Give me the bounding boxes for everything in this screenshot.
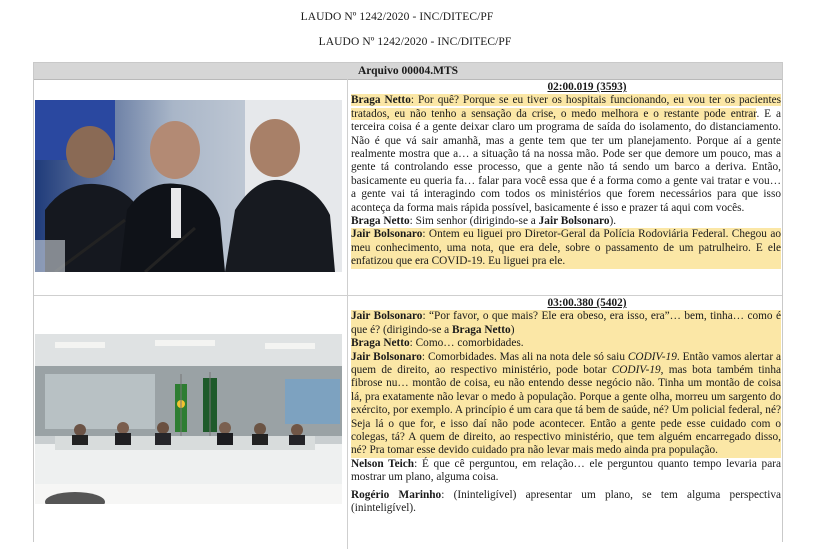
speech-text: : Como… comorbidades.	[409, 337, 524, 350]
speaker-name: Braga Netto	[351, 94, 411, 107]
speech-italic: CODIV-19	[627, 350, 677, 363]
speaker-name: Jair Bolsonaro	[351, 350, 422, 363]
speech-text: )	[510, 323, 515, 336]
speech-text: : Por quê? Porque se eu tiver os hospitais funcionando, eu vou ter os pacientes tratados, eu não tenho a sensação da crise, o medo melhora e o restante pode entrar	[351, 94, 781, 120]
paragraph-1-2	[351, 215, 781, 228]
speaker-name: Jair Bolsonaro	[538, 215, 610, 228]
timestamp-2: 03:00.380 (5402)	[547, 297, 627, 309]
speech-text: : “Por favor, o que mais? Ele era obeso, era isso, era”… bem, tinha… como é que é? (dirigindo-se a	[351, 310, 781, 336]
video-frame-meeting-room	[35, 334, 342, 504]
speech-text: : É que cê perguntou, em relação… ele perguntou quanto tempo levaria para mostrar um plano, alguma coisa.	[351, 457, 781, 484]
row-divider	[34, 295, 782, 296]
speech-text: . E a terceira coisa é a gente deixar claro um programa de saída do isolamento, do distanciamento. Não é que vá sair amanhã, mas a gente tem que ter um planejamento. Porque aí a gente realmente mostra que a… a situação tá na nossa mão. Pode ser que demore um pouco, mas a gente tá controlando esse processo, que a gente não tá sendo um barco a deriva. Então, basicamente eu queria fa… falar para você essa que é a forma como a gente vai tratar e vou… a gente vai tá interagindo com todos os ministérios que forem necessários para que isso aconteça da forma mais rápida possível, basicamente é isso e prazer tá aqui com vocês.	[351, 107, 782, 214]
paragraph-2-5	[351, 489, 781, 516]
video-frame-press-conference	[35, 100, 342, 272]
paragraph-2-2	[351, 337, 781, 350]
paragraph-2-3	[351, 351, 781, 458]
timestamp-1: 02:00.019 (3593)	[547, 81, 627, 93]
report-header-1: LAUDO Nº 1242/2020 - INC/DITEC/PF	[300, 11, 494, 23]
speaker-name: Jair Bolsonaro	[351, 228, 423, 241]
transcript-table	[33, 62, 783, 542]
speaker-name: Rogério Marinho	[351, 488, 442, 501]
speaker-name: Nelson Teich	[351, 457, 415, 470]
file-title: Arquivo 00004.MTS	[34, 62, 782, 80]
speech-text: : Sim senhor (dirigindo-se a	[409, 215, 539, 228]
speech-text: ).	[609, 215, 617, 228]
speech-italic: CODIV-19	[611, 364, 661, 377]
speech-text: : Ontem eu liguei pro Diretor-Geral da Polícia Rodoviária Federal. Chegou ao meu conhecimento, uma nota, que era dele, sobre o passamento de um patrulheiro. E ele enfatizou que era COVID-19. Eu liguei pra ele.	[351, 228, 782, 268]
speaker-name: Braga Netto	[351, 337, 410, 350]
speech-text: , mas bota também tinha fibrose nu… montão de coisa, eu não entendo desse negócio não. Tinha um montão de coisa lá, pra exatamente não levar o medo à população. Porque a gente olha, morreu um sargento do exército, por exemplo. A princípio é um cara que tá bem de saúde, né? Um policial federal, né? Seja lá o que for, e isso daí não pode acontecer. Então a gente pede esse cuidado com o colegas, tá? A quem de direito, ao respectivo ministério, que tem alguém encarregado disso, né? Pra tomar esse devido cuidado pra não levar mais medo ainda pra população.	[351, 364, 781, 457]
transcript-segment-1	[351, 81, 781, 269]
speaker-name: Jair Bolsonaro	[351, 310, 423, 323]
paragraph-1-1	[351, 94, 781, 215]
paragraph-2-4	[351, 458, 781, 485]
column-divider	[347, 79, 348, 549]
speaker-name: Braga Netto	[452, 323, 511, 336]
speech-text: : (Ininteligível) apresentar um plano, se tem alguma perspectiva (ininteligível).	[351, 488, 781, 515]
speech-text: . Então vamos alertar a quem de direito, ao respectivo ministério, pode botar	[351, 350, 782, 377]
transcript-segment-2	[351, 297, 781, 516]
speech-text: : Comorbidades. Mas ali na nota dele só saiu	[421, 350, 628, 363]
paragraph-2-1	[351, 310, 781, 337]
paragraph-1-3	[351, 228, 781, 268]
report-header-2: LAUDO Nº 1242/2020 - INC/DITEC/PF	[318, 36, 512, 48]
speaker-name: Braga Netto	[351, 215, 410, 228]
